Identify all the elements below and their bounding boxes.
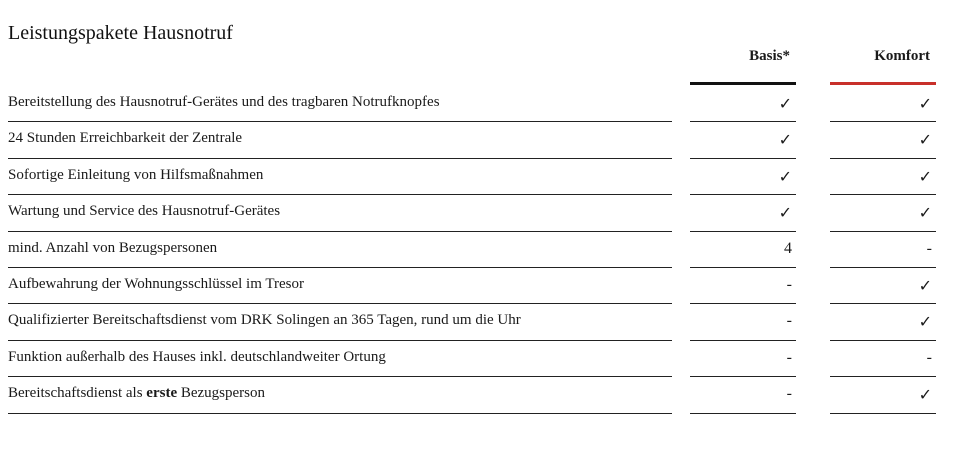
table-row xyxy=(0,86,960,122)
basis-value: - xyxy=(786,385,792,403)
row-label: Sofortige Einleitung von Hilfsmaßnahmen xyxy=(8,166,264,183)
table-row xyxy=(0,341,960,377)
header-bar-komfort xyxy=(830,82,936,85)
basis-value: - xyxy=(786,275,792,293)
table-row xyxy=(0,122,960,158)
row-label: mind. Anzahl von Bezugspersonen xyxy=(8,239,218,256)
table-row xyxy=(0,232,960,268)
row-label-part: Bezugsperson xyxy=(177,385,266,402)
basis-value: - xyxy=(786,312,792,330)
row-label-part: Bereitschaftsdienst als xyxy=(8,385,147,402)
komfort-value: ✓ xyxy=(918,387,932,405)
row-divider xyxy=(830,413,936,414)
table-row xyxy=(0,159,960,195)
komfort-value: ✓ xyxy=(918,277,932,295)
komfort-value: - xyxy=(926,239,932,257)
header-bar-basis xyxy=(690,82,796,85)
row-label: Bereitstellung des Hausnotruf-Gerätes und des tragbaren Notrufknopfes xyxy=(8,94,440,110)
komfort-value: - xyxy=(926,348,932,366)
row-label: Aufbewahrung der Wohnungsschlüssel im Tresor xyxy=(8,275,304,292)
services-table xyxy=(0,86,960,414)
row-label-emphasis: erste xyxy=(146,385,178,402)
basis-value: ✓ xyxy=(778,96,792,113)
table-row xyxy=(0,377,960,413)
column-header-basis: Basis* xyxy=(749,48,790,64)
komfort-value: ✓ xyxy=(918,205,932,223)
row-divider xyxy=(690,413,796,414)
row-label: Funktion außerhalb des Hauses inkl. deutschlandweiter Ortung xyxy=(8,348,386,365)
table-row xyxy=(0,268,960,304)
row-label xyxy=(8,385,265,402)
basis-value: - xyxy=(786,348,792,366)
basis-value: ✓ xyxy=(778,168,792,186)
basis-value: ✓ xyxy=(778,132,792,150)
row-label: Qualifizierter Bereitschaftsdienst vom DRK Solingen an 365 Tagen, rund um die Uhr xyxy=(8,312,521,329)
basis-value: 4 xyxy=(784,239,792,257)
row-label: Wartung und Service des Hausnotruf-Gerätes xyxy=(8,203,281,220)
table-row xyxy=(0,304,960,340)
page-title: Leistungspakete Hausnotruf xyxy=(8,22,233,44)
komfort-value: ✓ xyxy=(918,168,932,186)
row-divider xyxy=(8,413,672,414)
komfort-value: ✓ xyxy=(918,96,932,113)
row-label: 24 Stunden Erreichbarkeit der Zentrale xyxy=(8,130,243,147)
table-row xyxy=(0,195,960,231)
komfort-value: ✓ xyxy=(918,132,932,150)
column-header-komfort: Komfort xyxy=(874,48,930,64)
komfort-value: ✓ xyxy=(918,314,932,332)
basis-value: ✓ xyxy=(778,205,792,223)
